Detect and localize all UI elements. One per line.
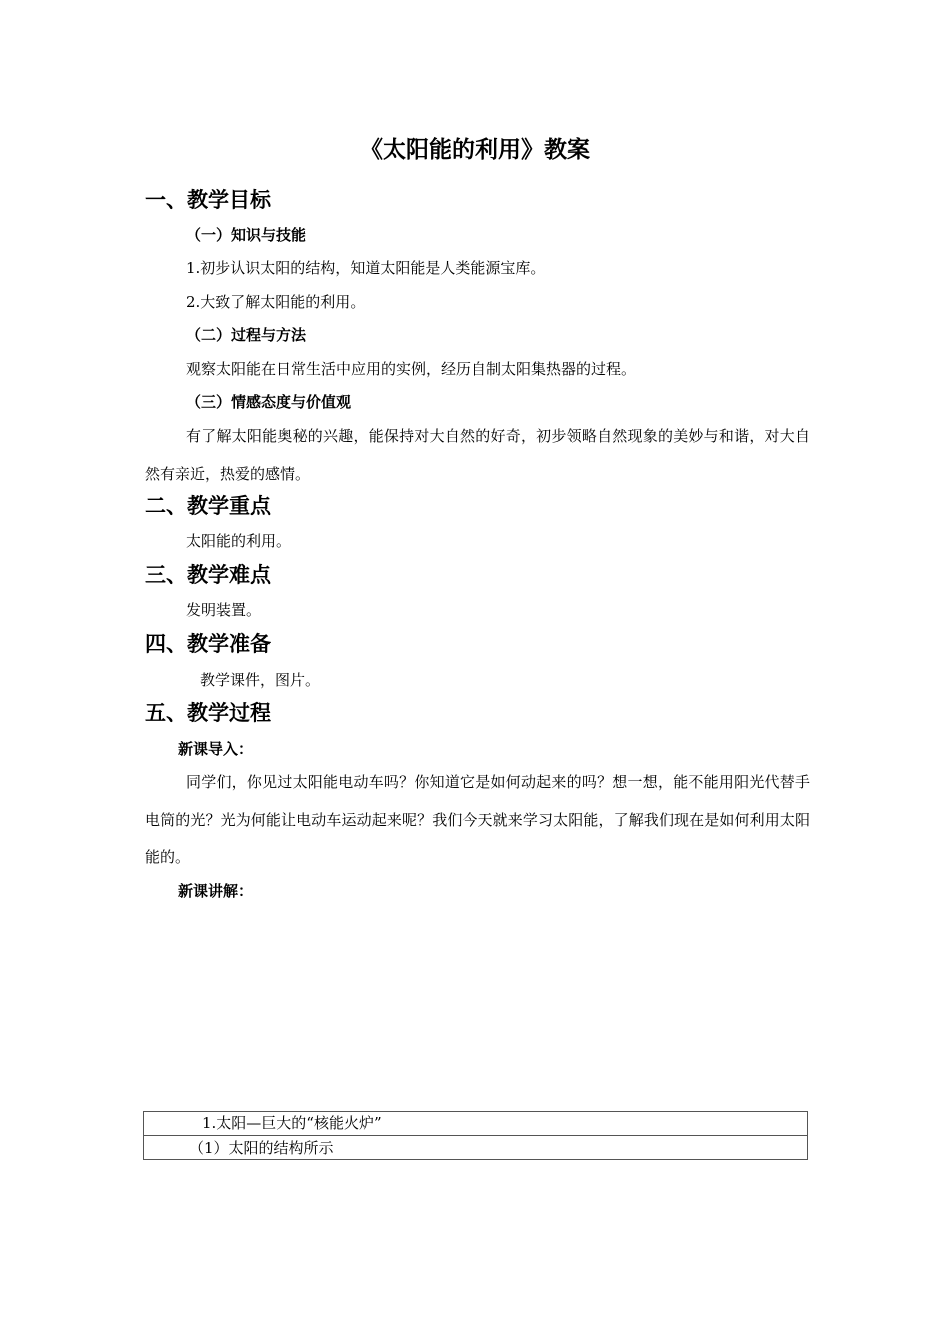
content-table (143, 1111, 808, 1160)
section-heading-difficulties: 三、教学难点 (145, 563, 271, 587)
table-row-1: 1.太阳—巨大的“核能火炉” (202, 1114, 382, 1132)
intro-heading: 新课导入： (178, 740, 254, 758)
key-points-text: 太阳能的利用。 (186, 532, 292, 550)
process-line: 观察太阳能在日常生活中应用的实例，经历自制太阳集热器的过程。 (186, 360, 637, 378)
subsection-heading-attitude: （三）情感态度与价值观 (186, 393, 352, 411)
subsection-heading-knowledge: （一）知识与技能 (186, 226, 307, 244)
difficulties-text: 发明装置。 (186, 601, 262, 619)
lecture-heading: 新课讲解： (178, 882, 254, 900)
objective-line-1: 1.初步认识太阳的结构，知道太阳能是人类能源宝库。 (186, 259, 546, 277)
attitude-paragraph: 有了解太阳能奥秘的兴趣，能保持对大自然的好奇，初步领略自然现象的美妙与和谐，对大自然有亲近，热爱的感情。 (145, 427, 810, 483)
section-heading-key-points: 二、教学重点 (145, 494, 271, 518)
table-row-2: （1）太阳的结构所示 (189, 1139, 334, 1157)
section-heading-process-teaching: 五、教学过程 (145, 701, 271, 725)
document-title: 《太阳能的利用》教案 (360, 137, 590, 163)
table-divider (144, 1135, 807, 1136)
section-heading-objectives: 一、教学目标 (145, 188, 271, 212)
intro-paragraph: 同学们，你见过太阳能电动车吗？你知道它是如何动起来的吗？想一想，能不能用阳光代替手电筒的光？光为何能让电动车运动起来呢？我们今天就来学习太阳能，了解我们现在是如何利用太阳能的。 (145, 773, 810, 866)
section-heading-preparation: 四、教学准备 (145, 632, 271, 656)
preparation-text: 教学课件，图片。 (200, 671, 321, 689)
objective-line-2: 2.大致了解太阳能的利用。 (186, 293, 366, 311)
subsection-heading-process: （二）过程与方法 (186, 326, 307, 344)
